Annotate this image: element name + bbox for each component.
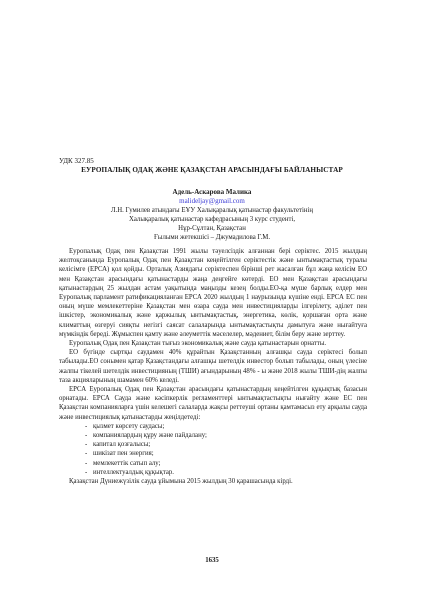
affiliation-line-2: Халықаралық қатынастар кафедрасының 3 курс студенті, <box>128 216 296 223</box>
list-item: - капитал қозғалысы; <box>59 440 367 449</box>
list-item: - мемлекеттік сатып алу; <box>59 459 367 468</box>
paragraph-4: ЕРСА Еуропалық Одақ пен Қазақстан арасындағы қатынастардың кеңейтілген құқықтық базасын орнатады. ЕРСА Сауда және кәсіпкерлік регламенттері ынтымақтастықты нығайту және ЕС пен Қазақстан компанияларға үшін келешегі салаларда жақсы реттеуші ортаны қамтамасыз ету арқылы сауда және инвестициялық қатынастарды жеңілдетеді: <box>59 386 367 421</box>
author-name: Адель-Аскарова Малика <box>172 188 252 196</box>
udk-code: УДК 327.85 <box>59 157 94 165</box>
author-email[interactable]: malideljay@gmail.com <box>179 197 245 205</box>
page-number: 1635 <box>205 557 219 564</box>
article-title: ЕУРОПАЛЫҚ ОДАҚ ЖӘНЕ ҚАЗАҚСТАН АРАСЫНДАҒЫ БАЙЛАНЫСТАР <box>81 166 343 174</box>
article-body <box>59 247 367 486</box>
paragraph-2: Еуропалық Одақ пен Қазақстан тығыз экономикалық және сауда қатынастарын орнатты. <box>69 340 327 348</box>
affiliation-line-3: Нұр-Сұлтан, Қазақстан <box>178 225 246 232</box>
list-item: - компаниялардың құру және пайдалану; <box>59 431 367 440</box>
closing-paragraph: Қазақстан Дүниежүзілік сауда ұйымына 2015 жылдың 30 қарашасында кірді. <box>69 478 293 486</box>
paragraph-1: Еуропалық Одақ пен Қазақстан 1991 жылы тәуелсіздік алғаннан бері серіктес. 2015 жылдың желтоқсанында Еуропалық Одақ пен Қазақстан кеңейтілген серіктестік және ынтымақтастық туралы келісімге (ЕРСА) қол қойды. Орталық Азиядағы серіктеспен бірінші рет жасалған бұл жаңа келісім ЕО мен Қазақстан арасындағы қатынастарды жаңа деңгейге көтерді. ЕО мен Қазақстан арасындағы қатынастардың 25 жылдан астам уақытында маңызды кезең болды.ЕО-қа мүше барлық елдер мен Еуропалық парламент ратификацияланған ЕРСА 2020 жылдың 1 наурызында күшіне енді. ЕРСА ЕС пен оның мүше мемлекеттеріне Қазақстан мен өзара сауда мен инвестицияларды ілгерілету, әділет пен ішкістер, экономикалық және қаржылық ынтымақтастық, энергетика, көлік, қоршаған орта және климаттың өзгеруі сияқты негізгі саясат салаларында ынтымақтастықты дамытуға және нығайтуға мүмкіндік береді. Жұмыспен қамту және әлеуметтік мәселелер, мәдениет, білім беру және зерттеу. <box>59 248 367 338</box>
bullet-list <box>59 422 367 477</box>
affiliation-line-1: Л.Н. Гумилев атындағы ЕҰУ Халықаралық қатынастар факультетінің <box>110 207 314 214</box>
list-item: - интеллектуалдық құқықтар. <box>59 468 367 477</box>
list-item: - шикізат пен энергия; <box>59 449 367 458</box>
list-item: - қызмет көрсету саудасы; <box>59 422 367 431</box>
affiliation-line-4: Ғылыми жетекшісі – Джумадилова Г.М. <box>153 234 271 241</box>
paragraph-3: ЕО бүгінде сыртқы саудамен 40% құрайтын Қазақстанның алғашқы сауда серіктесі болып табылады.ЕО сонымен қатар Қазақстандағы алғашқы шетелдік инвестор болып табылады, оның үлесіне жалпы тікелей шетелдік инвестицияның (ТШИ) ағындарының 48% - ы және 2018 жылы ТШИ-дің жалпы таза акцияларының шамамен 60% келеді. <box>59 349 367 384</box>
